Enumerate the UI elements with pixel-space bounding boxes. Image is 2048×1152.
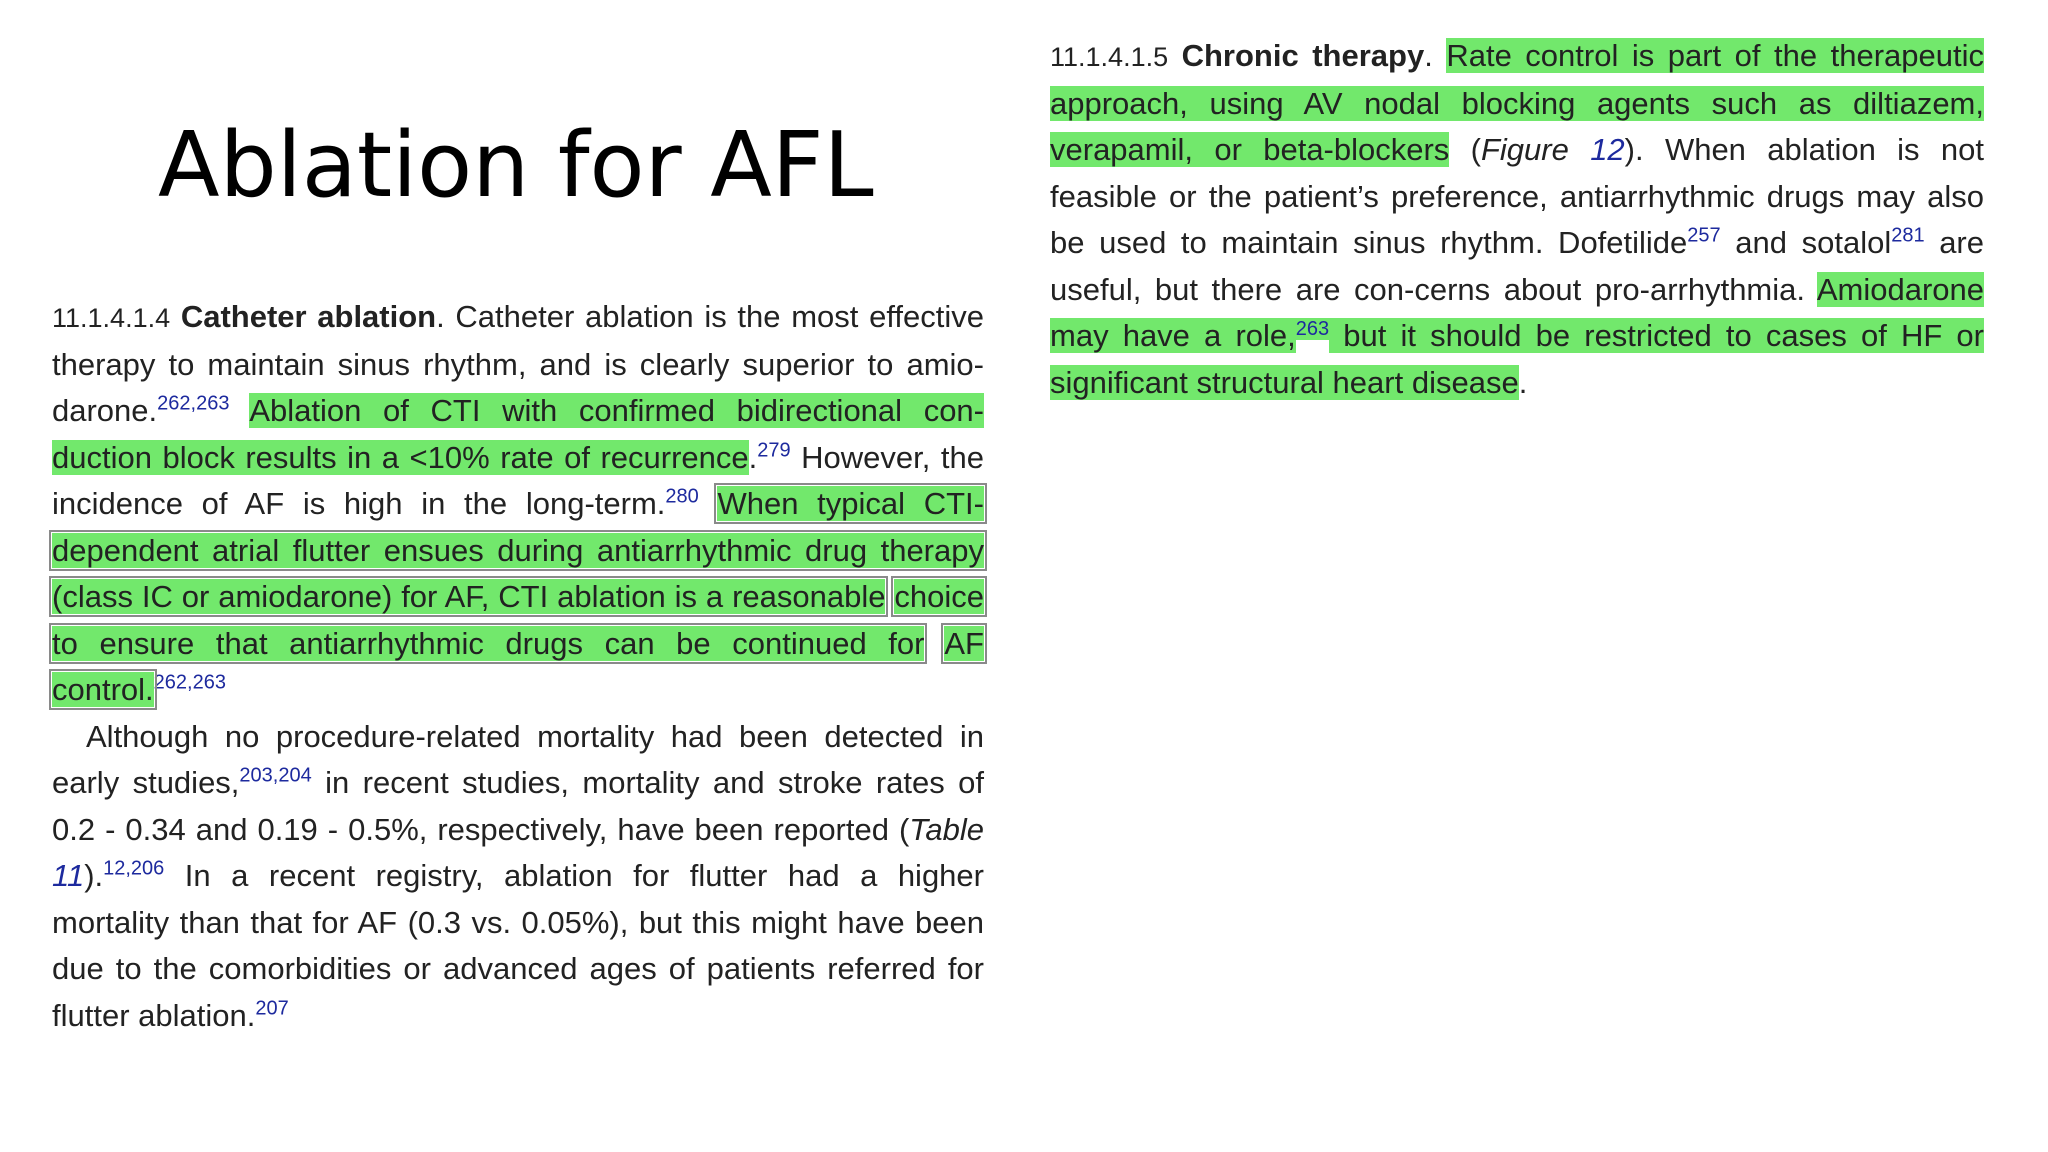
slide-title: Ablation for AFL: [158, 113, 874, 218]
right-excerpt: [1050, 33, 1984, 406]
body-text: .: [1424, 38, 1447, 73]
section-number: 11.1.4.1.4: [52, 303, 171, 333]
reference-link[interactable]: 12,206: [103, 857, 165, 880]
reference-link[interactable]: 262,263: [153, 671, 226, 694]
body-text: In a recent registry, ablation for flutter had a higher mortality than that for AF (0.3 vs. 0.05%), but this might have been due to the comorbidities or advanced ages of patients referred for flutter ablation.: [52, 858, 984, 1033]
section-title: Chronic therapy: [1181, 38, 1425, 73]
reference-link[interactable]: 203,204: [239, 764, 312, 787]
figure-word: Figure: [1480, 132, 1569, 167]
catheter-ablation-paragraph: [52, 294, 984, 714]
body-text: in recent studies, mortality and stroke rates of 0.2 - 0.34 and 0.19 - 0.5%, respectively, have been reported (: [52, 765, 985, 847]
body-text: ). When ablation is not feasible or the patient’s preference, antiarrhythmic drugs may also be used to maintain sinus rhythm. Dofetilide: [1050, 132, 1984, 260]
section-number: 11.1.4.1.5: [1050, 42, 1169, 72]
reference-link[interactable]: 281: [1891, 224, 1925, 247]
intro-text: . Catheter ablation is the most effective therapy to maintain sinus rhythm, and is clearly superior to amio-darone.: [52, 299, 984, 428]
table-word: Table: [909, 811, 984, 847]
body-text: (: [1449, 132, 1481, 167]
boxed-highlighted-text: AF control.: [52, 625, 984, 707]
figure-link[interactable]: 12: [1590, 132, 1625, 167]
boxed-highlighted-text: (class IC or amiodarone) for AF, CTI ablation is a reasonable: [52, 579, 886, 614]
body-text: are useful, but there are con-cerns about pro-arrhythmia.: [1050, 225, 1984, 307]
period-text: .: [1518, 364, 1528, 400]
body-text: and sotalol: [1720, 225, 1892, 260]
reference-link[interactable]: 257: [1687, 224, 1721, 247]
highlighted-text: but it should be restricted to cases of HF or significant structural heart disease: [1050, 318, 1984, 400]
reference-link[interactable]: 207: [255, 997, 289, 1020]
period-text: .: [748, 439, 758, 475]
body-text: However, the incidence of AF is high in the long-term.: [52, 439, 984, 521]
reference-link[interactable]: 279: [757, 439, 791, 462]
highlighted-text: Amiodarone may have a role,: [1050, 271, 1984, 353]
highlighted-text: Ablation of CTI with confirmed bidirectional con-duction block results in a <10% rate of recurrence: [52, 393, 985, 475]
chronic-therapy-paragraph: [1050, 33, 1984, 406]
highlighted-text: Rate control is part of the therapeutic approach, using AV nodal blocking agents such as diltiazem, verapamil, or beta-blockers: [1050, 38, 1984, 167]
mortality-paragraph: [52, 714, 984, 1040]
boxed-highlighted-text: dependent atrial flutter ensues during antiarrhythmic drug therapy: [52, 532, 984, 568]
table-link[interactable]: 11: [52, 858, 85, 893]
boxed-highlighted-text: When typical CTI-: [717, 486, 984, 521]
body-text: ).: [84, 858, 104, 893]
left-excerpt: [52, 294, 984, 1039]
body-text: Although no procedure-related mortality had been detected in early studies,: [52, 718, 984, 800]
reference-link[interactable]: 263: [1295, 317, 1330, 340]
reference-link[interactable]: 280: [665, 485, 699, 508]
section-title: Catheter ablation: [180, 299, 437, 334]
reference-link[interactable]: 262,263: [157, 392, 230, 415]
boxed-highlighted-text: choice to ensure that antiarrhythmic drugs can be continued for: [52, 579, 984, 661]
